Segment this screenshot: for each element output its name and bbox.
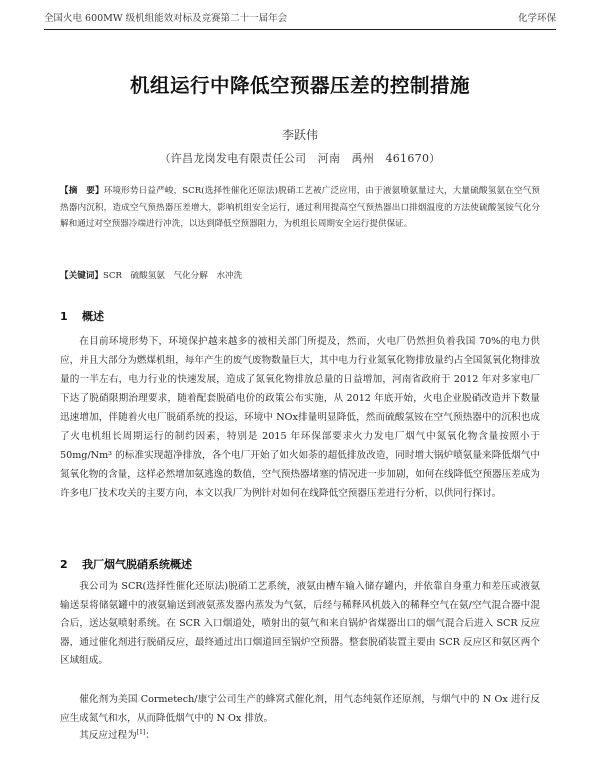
running-header [44, 10, 556, 28]
section-2-paragraph-2: 催化剂为美国 Cormetech/康宁公司生产的蜂窝式催化剂，用气态纯氨作还原剂，与烟气中的 N Ox 进行反应生成氮气和水，从而降低烟气中的 N Ox 排放。 [60, 694, 540, 724]
section-2-paragraph-1: 我公司为 SCR(选择性催化还原法)脱硝工艺系统，液氨由槽车输入储存罐内，并依靠自身重力和差压或液氨输送泵将储氨罐中的液氨输送到液氨蒸发器内蒸发为气氨，后经与稀释风机鼓入的稀释空气在氨/空气混合器中混合后，送达氨喷射系统。在 SCR 入口烟道处，喷射出的氨气和来自锅炉省煤器出口的烟气混合后进入 SCR 反应器，通过催化剂进行脱硝反应，最终通过出口烟道回至锅炉空预器。整套脱硝装置主要由 SCR 反应区和氨区两个区域组成。 [60, 581, 540, 667]
keywords [60, 268, 540, 285]
section-2-number: 2 [60, 558, 68, 571]
keywords-label: 【关键词】 [60, 271, 103, 281]
paper-title: 机组运行中降低空预器压差的控制措施 [129, 74, 470, 97]
abstract-text: 环境形势日益严峻，SCR(选择性催化还原法)脱硝工艺被广泛应用，由于液氨喷氨量过大，大量硫酸氢氨在空气预热器内沉积，造成空气预热器压差增大，影响机组安全运行，通过利用提高空气预热器出口排烟温度的方法使硫酸氢铵气化分解和通过对空预器冷端进行冲洗，以达到降低空预器阻力，为机组长周期安全运行提供保证。 [60, 186, 540, 229]
citation-ref[interactable]: [1] [136, 728, 146, 736]
abstract [60, 183, 540, 233]
reaction-intro: 其反应过程为 [79, 730, 137, 741]
keywords-text: SCR 硫酸氢氨 气化分解 水冲洗 [102, 271, 243, 281]
section-1-title: 概述 [82, 310, 104, 323]
section-1-paragraph: 在目前环境形势下，环境保护越来越多的被相关部门所提及，然而，火电厂仍然担负着我国 70%的电力供应，并且大部分为燃煤机组，每年产生的废气废物数量巨大，其中电力行业氮氧化物排放量约占全国氮氧化物排放量的一半左右，电力行业的快速发展，造成了氮氧化物排放总量的日益增加，河南省政府于 2012 年对多家电厂下达了脱硝限期治理要求，随着配套脱硝电价的政策公布实施，从 2012 年底开始，火电企业脱硝改造并下数量迅速增加，伴随着火电厂脱硝系统的投运，环境中 NOx排量明显降低，然而硫酸氢铵在空气预热器中的沉积也成了火电机组长周期运行的制约因素，特别是 2015 年环保部要求火力发电厂烟气中氮氧化物含量按照小于 50mg/Nm³ 的标准实现超净排放，各个电厂开始了如火如荼的超低排放改造，同时增大锅炉喷氨量来降低烟气中氮氧化物的含量，这样必然增加氨逃逸的数值，空气预热器堵塞的情况进一步加剧，如何在线降低空预器压差成为许多电厂技术攻关的主要方向，本文以我厂为例针对如何在线降低空预器压差进行分析，以供同行探讨。 [60, 336, 540, 499]
section-1-heading [60, 308, 104, 324]
author: 李跃伟 [281, 128, 318, 142]
header-rule [44, 29, 556, 30]
section-2-heading [60, 556, 192, 572]
abstract-label: 【摘 要】 [60, 186, 104, 196]
section-2-title: 我厂烟气脱硝系统概述 [82, 558, 192, 571]
header-section: 化学环保 [517, 13, 556, 24]
affiliation: （许昌龙岗发电有限责任公司 河南 禹州 461670） [159, 152, 441, 165]
header-conference: 全国火电 600MW 级机组能效对标及竞赛第二十一届年会 [44, 13, 288, 24]
reaction-colon: ： [145, 730, 155, 741]
section-1-number: 1 [60, 310, 68, 323]
section-2-paragraph-3 [60, 727, 540, 746]
